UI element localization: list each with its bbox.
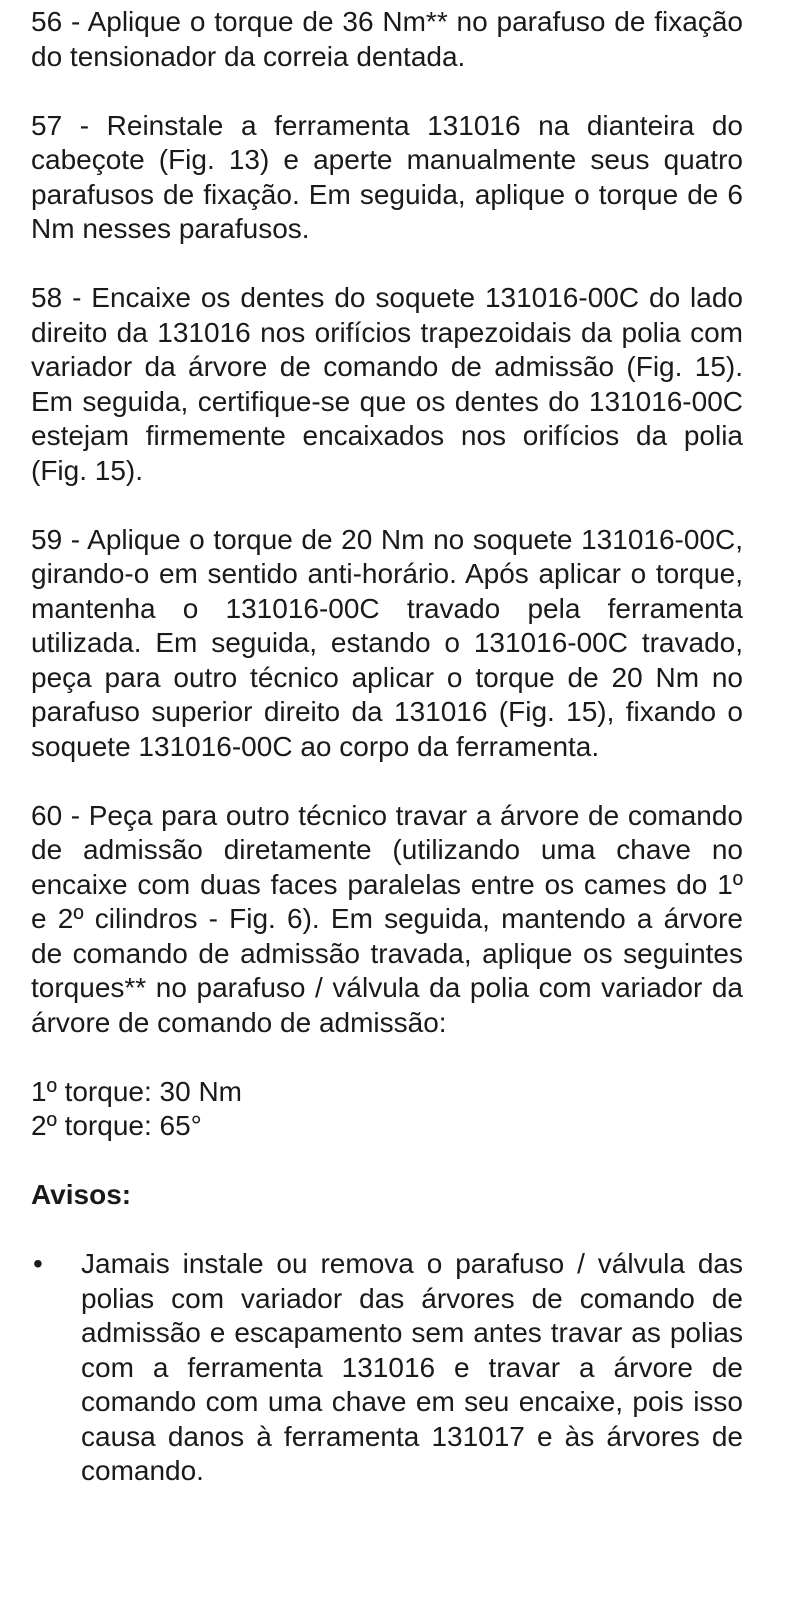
- step-59: 59 - Aplique o torque de 20 Nm no soquete 131016-00C, girando-o em sentido anti-horário. Após aplicar o torque, mantenha o 131016-00C travado pela ferramenta utilizada. Em seguida, estando o 131016-00C travado, peça para outro técnico aplicar o torque de 20 Nm no parafuso superior direito da 131016 (Fig. 15), fixando o soquete 131016-00C ao corpo da ferramenta.: [31, 523, 743, 762]
- torque-list: [31, 1075, 743, 1144]
- bullet-icon: •: [33, 1248, 43, 1279]
- warning-text: Jamais instale ou remova o parafuso / válvula das polias com variador das árvores de comando de admissão e escapamento sem antes travar as polias com a ferramenta 131016 e travar a árvore de comando com uma chave em seu encaixe, pois isso causa danos à ferramenta 131017 e às árvores de comando.: [81, 1248, 743, 1486]
- step-60: 60 - Peça para outro técnico travar a árvore de comando de admissão diretamente (utilizando uma chave no encaixe com duas faces paralelas entre os cames do 1º e 2º cilindros - Fig. 6). Em seguida, mantendo a árvore de comando de admissão travada, aplique os seguintes torques** no parafuso / válvula da polia com variador da árvore de comando de admissão:: [31, 799, 743, 1038]
- step-57: 57 - Reinstale a ferramenta 131016 na dianteira do cabeçote (Fig. 13) e aperte manualmente seus quatro parafusos de fixação. Em seguida, aplique o torque de 6 Nm nesses parafusos.: [31, 109, 743, 244]
- torque-second: 2º torque: 65°: [31, 1110, 202, 1141]
- warnings-heading: Avisos:: [31, 1179, 132, 1210]
- step-58: 58 - Encaixe os dentes do soquete 131016-00C do lado direito da 131016 nos orifícios trapezoidais da polia com variador da árvore de comando de admissão (Fig. 15). Em seguida, certifique-se que os dentes do 131016-00C estejam firmemente encaixados nos orifícios da polia (Fig. 15).: [31, 282, 743, 486]
- document-page: [31, 5, 743, 1489]
- torque-first: 1º torque: 30 Nm: [31, 1075, 242, 1107]
- warning-item: [31, 1247, 743, 1489]
- step-56: 56 - Aplique o torque de 36 Nm** no parafuso de fixação do tensionador da correia dentada.: [31, 6, 743, 72]
